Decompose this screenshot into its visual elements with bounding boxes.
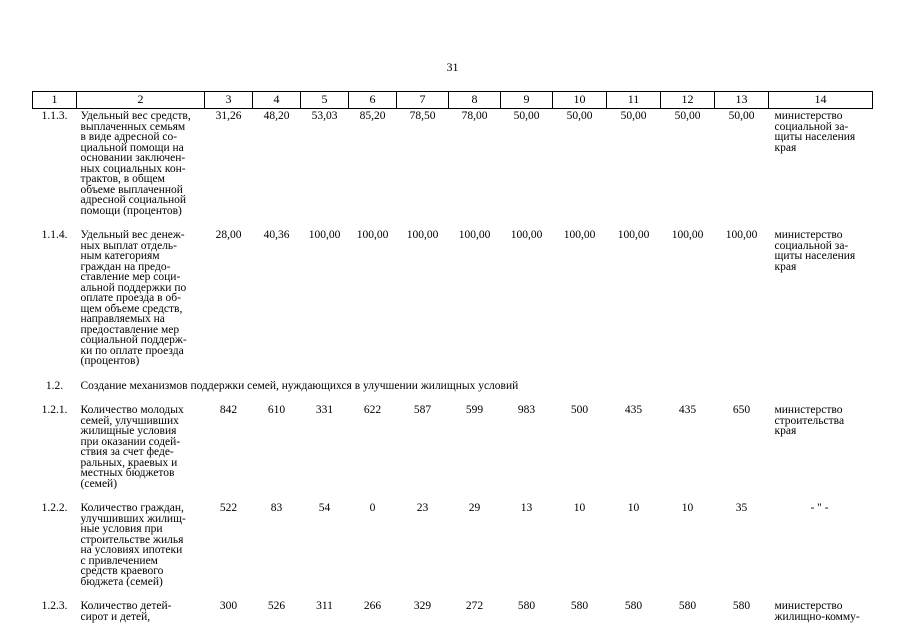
value-cell: 53,03 (311, 110, 338, 122)
column-header: 5 (301, 92, 349, 109)
value-cell: 622 (363, 404, 382, 416)
row-index: 1.1.4. (41, 229, 68, 241)
value-cell: 435 (624, 404, 643, 416)
responsible-cell: министерство строительства края (774, 404, 845, 437)
responsible-cell: министерство жилищно-комму- (774, 600, 860, 623)
column-header: 8 (449, 92, 501, 109)
page-number: 31 (446, 60, 459, 74)
table-row (33, 501, 873, 599)
value-cell: 50,00 (674, 110, 701, 122)
column-header: 14 (769, 92, 873, 109)
value-cell: 580 (732, 600, 751, 612)
responsible-cell: министерство социальной за- щиты населения края (774, 229, 856, 273)
column-header: 12 (661, 92, 715, 109)
table-row (33, 109, 873, 229)
responsible-cell: министерство социальной за- щиты населения края (774, 110, 856, 154)
table-row (33, 403, 873, 501)
value-cell: 10 (627, 502, 640, 514)
row-description: Удельный вес средств, выплаченных семьям в виде адресной со- циальной помощи на основании заключен- ных социальных кон- трактов, в общем объеме выплаченной адресной социальной помощи (процентов) (80, 110, 191, 217)
column-header: 6 (349, 92, 397, 109)
section-index: 1.2. (45, 379, 64, 392)
value-cell: 100,00 (406, 229, 439, 241)
value-cell: 23 (416, 502, 429, 514)
value-cell: 83 (270, 502, 283, 514)
value-cell: 50,00 (513, 110, 540, 122)
value-cell: 0 (369, 502, 376, 514)
value-cell: 526 (267, 600, 286, 612)
value-cell: 610 (267, 404, 286, 416)
value-cell: 100,00 (617, 229, 650, 241)
row-index: 1.1.3. (41, 110, 68, 122)
column-header: 9 (501, 92, 553, 109)
value-cell: 331 (315, 404, 334, 416)
value-cell: 599 (465, 404, 484, 416)
row-description: Количество граждан, улучшивших жилищ- ные условия при строительстве жилья на условиях ипотеки с привлечением средств краевого бюджета (семей) (80, 502, 186, 588)
section-title: Создание механизмов поддержки семей, нуждающихся в улучшении жилищных условий (80, 379, 519, 392)
value-cell: 40,36 (263, 229, 290, 241)
value-cell: 10 (681, 502, 694, 514)
row-description: Количество молодых семей, улучшивших жилищные условия при оказании содей- ствия за счет феде- ральных, краевых и местных бюджетов (семей) (80, 404, 184, 490)
column-header: 1 (33, 92, 77, 109)
value-cell: 31,26 (215, 110, 242, 122)
value-cell: 10 (573, 502, 586, 514)
column-header: 7 (397, 92, 449, 109)
value-cell: 587 (413, 404, 432, 416)
value-cell: 272 (465, 600, 484, 612)
value-cell: 50,00 (728, 110, 755, 122)
row-index: 1.2.1. (41, 404, 68, 416)
value-cell: 78,50 (409, 110, 436, 122)
value-cell: 28,00 (215, 229, 242, 241)
value-cell: 650 (732, 404, 751, 416)
value-cell: 522 (219, 502, 238, 514)
value-cell: 100,00 (671, 229, 704, 241)
value-cell: 983 (517, 404, 536, 416)
value-cell: 500 (570, 404, 589, 416)
value-cell: 100,00 (510, 229, 543, 241)
column-header: 2 (77, 92, 205, 109)
table-row (33, 599, 873, 622)
value-cell: 266 (363, 600, 382, 612)
indicators-table (32, 91, 873, 622)
value-cell: 300 (219, 600, 238, 612)
value-cell: 100,00 (725, 229, 758, 241)
table-row (33, 228, 873, 379)
value-cell: 35 (735, 502, 748, 514)
value-cell: 580 (678, 600, 697, 612)
section-row (33, 379, 873, 404)
value-cell: 842 (219, 404, 238, 416)
row-description: Количество детей- сирот и детей, (80, 600, 172, 623)
row-index: 1.2.3. (41, 600, 68, 612)
column-header: 10 (553, 92, 607, 109)
value-cell: 29 (468, 502, 481, 514)
value-cell: 435 (678, 404, 697, 416)
value-cell: 54 (318, 502, 331, 514)
header-row (33, 92, 873, 109)
responsible-cell: - " - (810, 502, 829, 514)
value-cell: 85,20 (359, 110, 386, 122)
value-cell: 50,00 (566, 110, 593, 122)
value-cell: 580 (570, 600, 589, 612)
value-cell: 580 (624, 600, 643, 612)
value-cell: 100,00 (308, 229, 341, 241)
value-cell: 78,00 (461, 110, 488, 122)
value-cell: 100,00 (356, 229, 389, 241)
value-cell: 48,20 (263, 110, 290, 122)
value-cell: 100,00 (563, 229, 596, 241)
column-header: 11 (607, 92, 661, 109)
value-cell: 311 (316, 600, 333, 612)
value-cell: 329 (413, 600, 432, 612)
column-header: 13 (715, 92, 769, 109)
value-cell: 580 (517, 600, 536, 612)
value-cell: 13 (520, 502, 533, 514)
row-index: 1.2.2. (41, 502, 68, 514)
column-header: 4 (253, 92, 301, 109)
value-cell: 50,00 (620, 110, 647, 122)
row-description: Удельный вес денеж- ных выплат отдель- ным категориям граждан на предо- ставление мер соци- альной поддержки по оплате проезда в об- щем объеме средств, направляемых на предоставление мер социальной поддерж- ки по оплате проезда (процентов) (80, 229, 187, 367)
column-header: 3 (205, 92, 253, 109)
value-cell: 100,00 (458, 229, 491, 241)
